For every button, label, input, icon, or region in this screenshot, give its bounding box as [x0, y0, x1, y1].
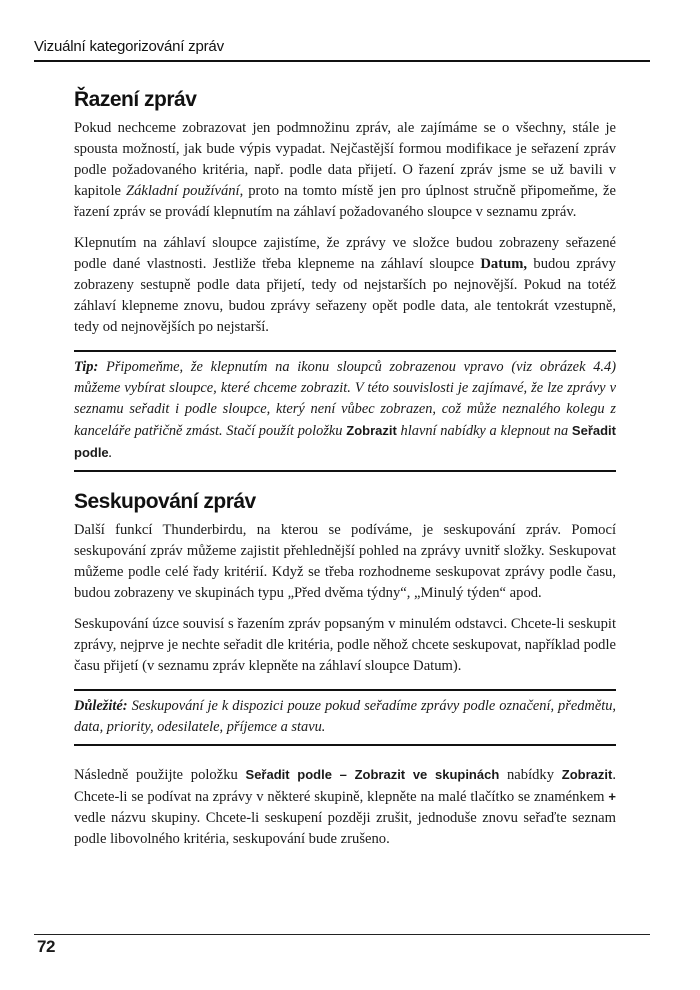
text-run: budou zprávy zobrazeny sestupně podle data přijetí, tedy od nejstarších po nejnovější. Pokud na totéž záhlaví klepneme znovu, budou zprávy seřazeny opět podle data, ale tentokrát vzestupně, tedy od nejnovějších po nejstarší. [74, 256, 616, 335]
text-run: Připomeňme, že klepnutím na ikonu sloupců zobrazenou vpravo (viz obrázek 4.4) můžeme vybírat sloupce, které chceme zobrazit. V této souvislosti je zajímavé, že lze zprávy v seznamu seřadit i podle sloupce, který není vůbec zobrazen, což může neznalého kolegu z kanceláře patřičně zmást. Stačí použít položku [74, 359, 616, 439]
tip-label: Tip: [74, 359, 99, 375]
page-number: 72 [37, 937, 55, 956]
important-label: Důležité: [74, 698, 128, 714]
text-run: vedle názvu skupiny. Chcete-li seskupení později zrušit, jednoduše znovu seřaďte seznam podle libovolného kritéria, seskupování bude zrušeno. [74, 810, 616, 847]
plus-sign: + [608, 789, 616, 804]
important-box [74, 689, 616, 746]
section-heading-grouping: Seskupování zpráv [74, 490, 256, 513]
text-run: hlavní nabídky a klepnout na [396, 423, 572, 439]
paragraph-sorting-click [74, 233, 616, 338]
paragraph-grouping-usage [74, 764, 616, 850]
section-heading-sorting: Řazení zpráv [74, 88, 197, 111]
text-run: . [108, 445, 113, 461]
running-header: Vizuální kategorizování zpráv [34, 38, 224, 55]
text-run: Seskupování je k dispozici pouze pokud seřadíme zprávy podle označení, předmětu, data, priority, odesilatele, příjemce a stavu. [74, 698, 616, 735]
paragraph-grouping-sorting: Seskupování úzce souvisí s řazením zpráv popsaným v minulém odstavci. Chcete-li seskupit zprávy, nejprve je nechte seřadit dle kritéria, podle něhož chcete seskupovat, například podle času přijetí (v seznamu zpráv klepněte na záhlaví sloupce Datum). [74, 616, 616, 674]
chapter-reference: Základní používání [125, 183, 240, 199]
footer-rule [34, 934, 650, 935]
text-run: Klepnutím na záhlaví sloupce zajistíme, že zprávy ve složce budou zobrazeny seřazené podle dané vlastnosti. Jestliže třeba klepneme na záhlaví sloupce [74, 235, 616, 272]
column-name-datum: Datum, [480, 256, 528, 272]
paragraph-sorting-intro [74, 118, 616, 223]
paragraph-grouping-intro: Další funkcí Thunderbirdu, na kterou se podíváme, je seskupování zpráv. Pomocí seskupování zpráv můžeme zajistit přehlednější pohled na zprávy uvnitř složky. Seskupovat můžeme podle celé řady kritérií. Když se třeba rozhodneme seskupovat zprávy podle času, budou zobrazeny ve skupinách typu „Před dvěma týdny“, „Minulý týden“ apod. [74, 522, 616, 601]
text-run: , proto na tomto místě jen pro úplnost stručně připomeňme, že řazení zpráv se provádí klepnutím na záhlaví požadovaného sloupce v seznamu zpráv. [74, 183, 616, 220]
menu-zobrazit: Zobrazit [346, 423, 397, 438]
menu-seradit-podle: Seřadit podle [74, 423, 616, 460]
tip-box [74, 350, 616, 472]
text-run: Pokud nechceme zobrazovat jen podmnožinu zpráv, ale zajímáme se o všechny, stále je spousta možností, jak bude výpis vypadat. Nejčastější formou modifikace je seřazení zpráv podle požadovaného kritéria, např. podle data přijetí. O řazení zpráv jsme se už bavili v kapitole [74, 120, 616, 199]
text-run: nabídky [499, 767, 562, 783]
header-rule [34, 60, 650, 62]
menu-zobrazit: Zobrazit [561, 767, 613, 782]
tip-text [74, 357, 616, 464]
important-text [74, 696, 616, 738]
text-run: . Chcete-li se podívat na zprávy v některé skupině, klepněte na malé tlačítko se znaménkem [74, 767, 616, 805]
page-content [74, 88, 616, 860]
menu-seradit-zobrazit-ve-skupinach: Seřadit podle – Zobrazit ve skupinách [245, 767, 500, 782]
text-run: Následně použijte položku [74, 767, 246, 783]
